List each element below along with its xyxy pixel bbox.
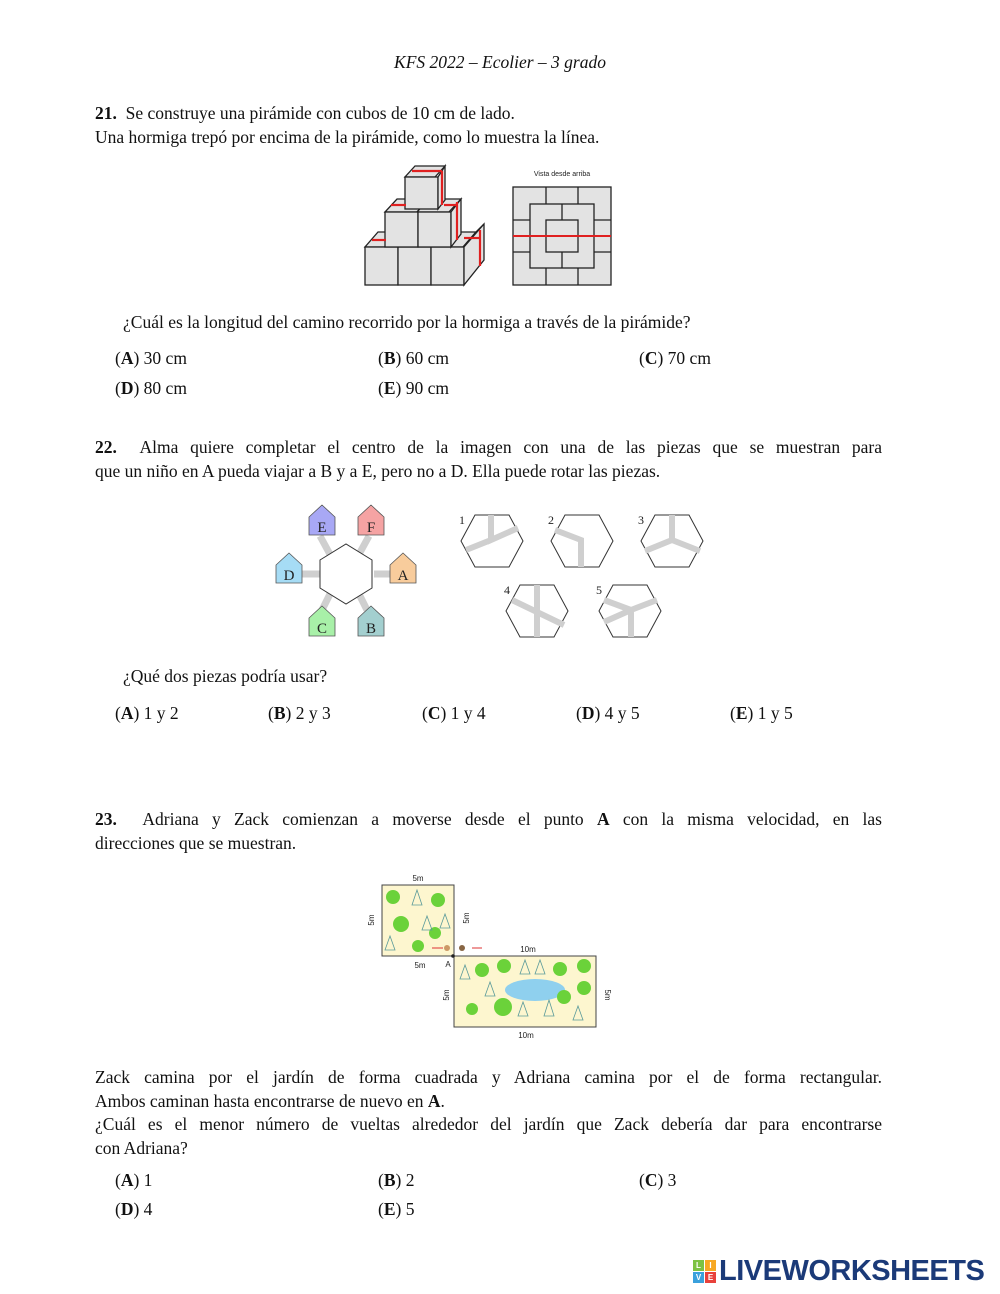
q21-question: ¿Cuál es la longitud del camino recorrido por la hormiga a través de la pirámide? — [123, 312, 691, 332]
q23-text2: Ambos caminan hasta encontrarse de nuevo en A. — [95, 1091, 445, 1111]
q21-line2: Una hormiga trepó por encima de la pirámide, como lo muestra la línea. — [95, 127, 600, 147]
q23-text4: con Adriana? — [95, 1138, 188, 1158]
logo-badge-icon: L I V E — [693, 1260, 716, 1283]
square-bottom-label: 5m — [414, 961, 426, 970]
q22-line1: 22. Alma quiere completar el centro de la imagen con una de las piezas que se muestran para — [95, 437, 882, 457]
house-b — [358, 606, 384, 637]
q23-text3: ¿Cuál es el menor número de vueltas alrededor del jardín que Zack debería dar para encontrarse — [95, 1114, 882, 1134]
gardens-figure — [360, 870, 620, 1040]
square-top-label: 5m — [412, 874, 424, 883]
q22-option-c[interactable]: (C) 1 y 4 — [422, 703, 486, 723]
svg-text:C: C — [316, 621, 328, 637]
q21-option-a[interactable]: (A) 30 cm — [115, 348, 187, 368]
q22-line2: que un niño en A pueda viajar a B y a E, pero no a D. Ella puede rotar las piezas. — [95, 461, 661, 481]
q22-option-d[interactable]: (D) 4 y 5 — [576, 703, 640, 723]
svg-text:A: A — [397, 568, 409, 584]
top-view-caption: Vista desde arriba — [533, 171, 591, 178]
rect-bottom-label: 10m — [518, 1031, 534, 1040]
house-c — [309, 606, 335, 637]
piece-1-label: 1 — [459, 513, 465, 527]
q21-option-d[interactable]: (D) 80 cm — [115, 378, 187, 398]
q22-question: ¿Qué dos piezas podría usar? — [123, 666, 328, 686]
page-header: KFS 2022 – Ecolier – 3 grado — [394, 52, 606, 72]
piece-5-label: 5 — [596, 583, 602, 597]
q23-line2: direcciones que se muestran. — [95, 833, 297, 853]
q23-option-d[interactable]: (D) 4 — [115, 1199, 153, 1219]
q23-text1: Zack camina por el jardín de forma cuadrada y Adriana camina por el de forma rectangular. — [95, 1067, 882, 1087]
q22-option-b[interactable]: (B) 2 y 3 — [268, 703, 331, 723]
piece-2-label: 2 — [548, 513, 554, 527]
svg-text:E: E — [317, 520, 327, 536]
house-d — [276, 553, 302, 584]
house-e — [309, 505, 335, 536]
map-figure — [270, 500, 710, 645]
house-a — [390, 553, 416, 584]
square-left-label: 5m — [367, 914, 376, 926]
q23-option-e[interactable]: (E) 5 — [378, 1199, 415, 1219]
q21-option-c[interactable]: (C) 70 cm — [639, 348, 711, 368]
rect-top-label: 10m — [520, 945, 536, 954]
q22-option-a[interactable]: (A) 1 y 2 — [115, 703, 179, 723]
q23-option-a[interactable]: (A) 1 — [115, 1170, 153, 1190]
svg-text:F: F — [366, 520, 376, 536]
piece-4-label: 4 — [504, 583, 510, 597]
q21-option-e[interactable]: (E) 90 cm — [378, 378, 449, 398]
rect-right-label: 5m — [603, 989, 612, 1001]
q23-line1: 23. Adriana y Zack comienzan a moverse desde el punto A con la misma velocidad, en las — [95, 809, 882, 829]
rect-left-label: 5m — [442, 989, 451, 1001]
square-right-label: 5m — [462, 912, 471, 924]
liveworksheets-logo: L I V E LIVEWORKSHEETS — [693, 1255, 984, 1288]
pyramid-figure — [360, 160, 620, 290]
q21-option-b[interactable]: (B) 60 cm — [378, 348, 449, 368]
q21-line1: 21. Se construye una pirámide con cubos de 10 cm de lado. — [95, 103, 515, 123]
q23-option-b[interactable]: (B) 2 — [378, 1170, 415, 1190]
q23-option-c[interactable]: (C) 3 — [639, 1170, 677, 1190]
piece-3-label: 3 — [638, 513, 644, 527]
q22-option-e[interactable]: (E) 1 y 5 — [730, 703, 793, 723]
svg-text:B: B — [365, 621, 377, 637]
point-a-label: A — [445, 960, 451, 969]
house-f — [358, 505, 384, 536]
svg-text:D: D — [283, 568, 295, 584]
